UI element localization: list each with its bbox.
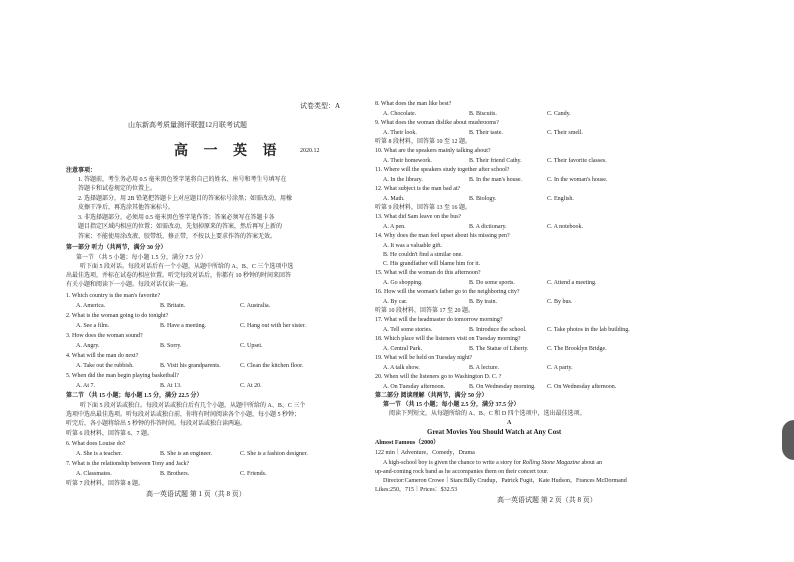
question: 7. What is the relationship between Tony and Jack? (66, 461, 190, 467)
question: 5. When did the man begin playing basketball? (66, 373, 179, 379)
question: 2. What is the woman going to do tonight? (66, 313, 169, 319)
material-label: 听第 7 段材料，回答第 8 题。 (66, 481, 145, 487)
option-c: C. Their smell. (547, 130, 583, 136)
option-b: B. By train. (469, 299, 497, 305)
sec2-instr: 听下面 5 段对话或独白。每段对话或独白后有几个小题，从题中所给的 A、B、C 三个 (80, 403, 306, 409)
option-c: C. Take photos in the lab building. (547, 327, 630, 333)
sec1-instr: 有关小题和阅读下一小题。每段对话仅读一遍。 (66, 282, 193, 288)
option-c: C. A party. (547, 365, 573, 371)
question: 17. What will the headmaster do tomorrow morning? (375, 317, 503, 323)
subject-title: 高 一 英 语 (174, 144, 283, 159)
movie-director: Director:Cameron Crowe｜Stars:Billy Crudup，Patrick Fugit，Kate Hudson，Frances McDormand (383, 478, 627, 484)
option-a: A. Classmates. (76, 471, 112, 477)
option-a: A. At 7. (76, 383, 96, 389)
notice-line: 2. 选择题部分，用 2B 铅笔把答题卡上对应题目的答案标号涂黑；如需改动，用橡 (78, 196, 293, 202)
option-b: B. Visit his grandparents. (160, 363, 221, 369)
option-a: A. Central Park. (383, 346, 422, 352)
question: 3. How does the woman sound? (66, 333, 143, 339)
option-b: B. In the man's house. (469, 177, 523, 183)
option-c: C. In the woman's house. (547, 177, 608, 183)
part2-heading: 第二部分 阅读理解（共两节，满分 50 分） (375, 393, 488, 399)
option-a: A. On Tuesday afternoon. (383, 384, 446, 390)
option-c: C. Friends. (240, 471, 267, 477)
material-label: 听第 8 段材料，回答第 10 至 12 题。 (375, 139, 472, 145)
option-b: B. Brothers. (160, 471, 190, 477)
question: 9. What does the woman dislike about mushrooms? (375, 120, 499, 126)
movie-description (383, 460, 602, 467)
question: 15. What will the woman do this afternoon? (375, 270, 481, 276)
option-c: C. His grandfather will blame him for it. (383, 261, 481, 267)
option-c: C. Australia. (240, 303, 271, 309)
option-a: A. Their homework. (383, 158, 432, 164)
option-b: B. A dictionary. (469, 224, 507, 230)
option-b: B. Biscuits. (469, 111, 497, 117)
option-a: A. A pen. (383, 224, 406, 230)
option-b: B. Their friend Cathy. (469, 158, 522, 164)
question: 8. What does the man like best? (375, 101, 452, 107)
question: 12. What subject is the man bad at? (375, 186, 461, 192)
exam-date: 2020.12 (300, 148, 320, 154)
material-label: 听第 10 段材料，回答第 17 至 20 题。 (375, 308, 475, 314)
notice-line: 答题卡和试卷规定的位置上。 (78, 186, 157, 192)
option-a: A. A talk show. (383, 365, 420, 371)
option-c: C. Upset. (240, 343, 263, 349)
option-a: A. By car. (383, 299, 408, 305)
notice-title: 注意事项： (66, 168, 97, 174)
question: 11. Where will the speakers study together after school? (375, 167, 510, 173)
option-c: C. Clean the kitchen floor. (240, 363, 304, 369)
option-b: B. Britain. (160, 303, 186, 309)
question: 4. What will the man do next? (66, 353, 139, 359)
option-b: B. At 13. (160, 383, 182, 389)
material-label: 听第 6 段材料，回答第 6、7 题。 (66, 431, 154, 437)
paper-type: 试卷类型：A (300, 102, 341, 110)
question: 16. How will the woman's father go to the neighboring city? (375, 289, 520, 295)
option-c: C. Candy. (547, 111, 571, 117)
question: 19. What will be held on Tuesday night? (375, 355, 473, 361)
passage-letter: A (507, 420, 512, 426)
option-a: A. Their look. (383, 130, 417, 136)
option-b: B. Introduce the school. (469, 327, 527, 333)
option-b: B. On Wednesday morning. (469, 384, 536, 390)
option-a: A. Math. (383, 196, 405, 202)
scroll-handle[interactable] (782, 420, 794, 460)
question: 14. Why does the man feel upset about his missing pen? (375, 233, 510, 239)
option-c: C. By bus. (547, 299, 573, 305)
sec1-heading: 第一节 （共 5 小题；每小题 1.5 分，满分 7.5 分） (76, 255, 207, 261)
option-b: B. Have a meeting. (160, 323, 207, 329)
option-a: A. Chocolate. (383, 111, 417, 117)
movie-info: 122 min｜Adventure，Comedy，Drama (375, 450, 475, 456)
question: 13. What did Sam leave on the bus? (375, 214, 462, 220)
sec2-instr: 选项中选出最佳选项。听每段对话或独白前，你将有时间阅读各个小题，每小题 5 秒钟； (66, 412, 301, 418)
notice-line: 3. 非选择题部分，必须用 0.5 毫米黑色签字笔作答；答案必须写在答题卡各 (78, 215, 275, 221)
option-c: C. A notebook. (547, 224, 584, 230)
page-footer: 高一英语试题 第 1 页（共 8 页） (146, 490, 246, 498)
option-c: C. English. (547, 196, 574, 202)
movie-desc-text: about an (579, 460, 602, 466)
exam-name: 山东新高考质量测评联盟12月联考试题 (128, 121, 247, 129)
option-b: B. He couldn't find a similar one. (383, 252, 463, 258)
option-c: C. The Brooklyn Bridge. (547, 346, 607, 352)
sec2-instr: 听完后，各小题将给出 5 秒钟的作答时间。每段对话或独白读两遍。 (66, 421, 247, 427)
option-a: A. Angry. (76, 343, 100, 349)
option-a: A. Take out the rubbish. (76, 363, 134, 369)
option-a: A. See a film. (76, 323, 110, 329)
option-c: C. Attend a meeting. (547, 280, 597, 286)
part1-heading: 第一部分 听力（共两节，满分 30 分） (66, 245, 167, 251)
option-a: A. She is a teacher. (76, 451, 122, 457)
sec1-instr: 出最佳选项，并标在试卷的相应位置。听完每段对话后，你都有 10 秒钟的时间来回答 (66, 273, 292, 279)
sec2-heading: 第二节 （共 15 小题；每小题 1.5 分，满分 22.5 分） (66, 393, 203, 399)
notice-line: 题目指定区域内相应的位置；如需改动，先划掉原来的答案，然后再写上新的 (78, 224, 283, 230)
option-b: B. Do some sports. (469, 280, 515, 286)
option-c: C. Hang out with her sister. (240, 323, 306, 329)
option-a: A. Tell some stories. (383, 327, 433, 333)
option-c: C. On Wednesday afternoon. (547, 384, 617, 390)
option-a: A. Go shopping. (383, 280, 423, 286)
question: 18. Which place will the listeners visit on Tuesday morning? (375, 336, 521, 342)
movie-desc-text: A high-school boy is given the chance to write a story for (383, 460, 523, 466)
magazine-name: Rolling Stone Magazine (522, 460, 580, 466)
option-a: A. In the library. (383, 177, 423, 183)
option-a: A. America. (76, 303, 106, 309)
movie-likes: Likes:250，715｜Prices：$32.53 (375, 487, 458, 493)
material-label: 听第 9 段材料，回答第 13 至 16 题。 (375, 205, 472, 211)
page-right (375, 0, 794, 562)
page-footer: 高一英语试题 第 2 页（共 8 页） (497, 496, 597, 504)
part2-sec1-heading: 第一节 （共 15 小题；每小题 2.5 分，满分 37.5 分） (383, 402, 520, 408)
question: 20. When will the listeners go to Washington D. C. ? (375, 374, 502, 380)
notice-line: 答案；不能使用涂改液、胶带纸、修正带，不按以上要求作答的答案无效。 (78, 234, 277, 240)
movie-title: Almost Famous（2000） (375, 440, 440, 446)
option-b: B. Their taste. (469, 130, 503, 136)
option-c: C. Their favorite classes. (547, 158, 607, 164)
notice-line: 皮擦干净后，再选涂其他答案标号。 (78, 205, 175, 211)
question: 1. Which country is the man's favorite? (66, 293, 161, 299)
passage-title: Great Movies You Should Watch at Any Cost (427, 428, 562, 436)
notice-line: 1. 答题前，考生务必用 0.5 毫米黑色签字笔将自己的姓名、座号和考生号填写在 (78, 177, 287, 183)
option-b: B. Biology. (469, 196, 497, 202)
sec1-instr: 听下面 5 段对话。每段对话后有一个小题，从题中所给的 A、B、C 三个选项中选 (80, 264, 294, 270)
movie-description: up-and-coming rock band as he accompanies them on their concert tour. (375, 469, 549, 475)
question: 10. What are the speakers mainly talking about? (375, 148, 491, 154)
part2-instr: 阅读下列短文，从每题所给的 A、B、C 和 D 四个选项中，选出最佳选项。 (389, 411, 586, 417)
option-b: B. The Statue of Liberty. (469, 346, 529, 352)
question: 6. What does Louise do? (66, 441, 126, 447)
option-b: B. A lecture. (469, 365, 499, 371)
option-a: A. It was a valuable gift. (383, 243, 443, 249)
option-b: B. Sorry. (160, 343, 182, 349)
option-b: B. She is an engineer. (160, 451, 212, 457)
option-c: C. At 20. (240, 383, 262, 389)
option-c: C. She is a fashion designer. (240, 451, 308, 457)
